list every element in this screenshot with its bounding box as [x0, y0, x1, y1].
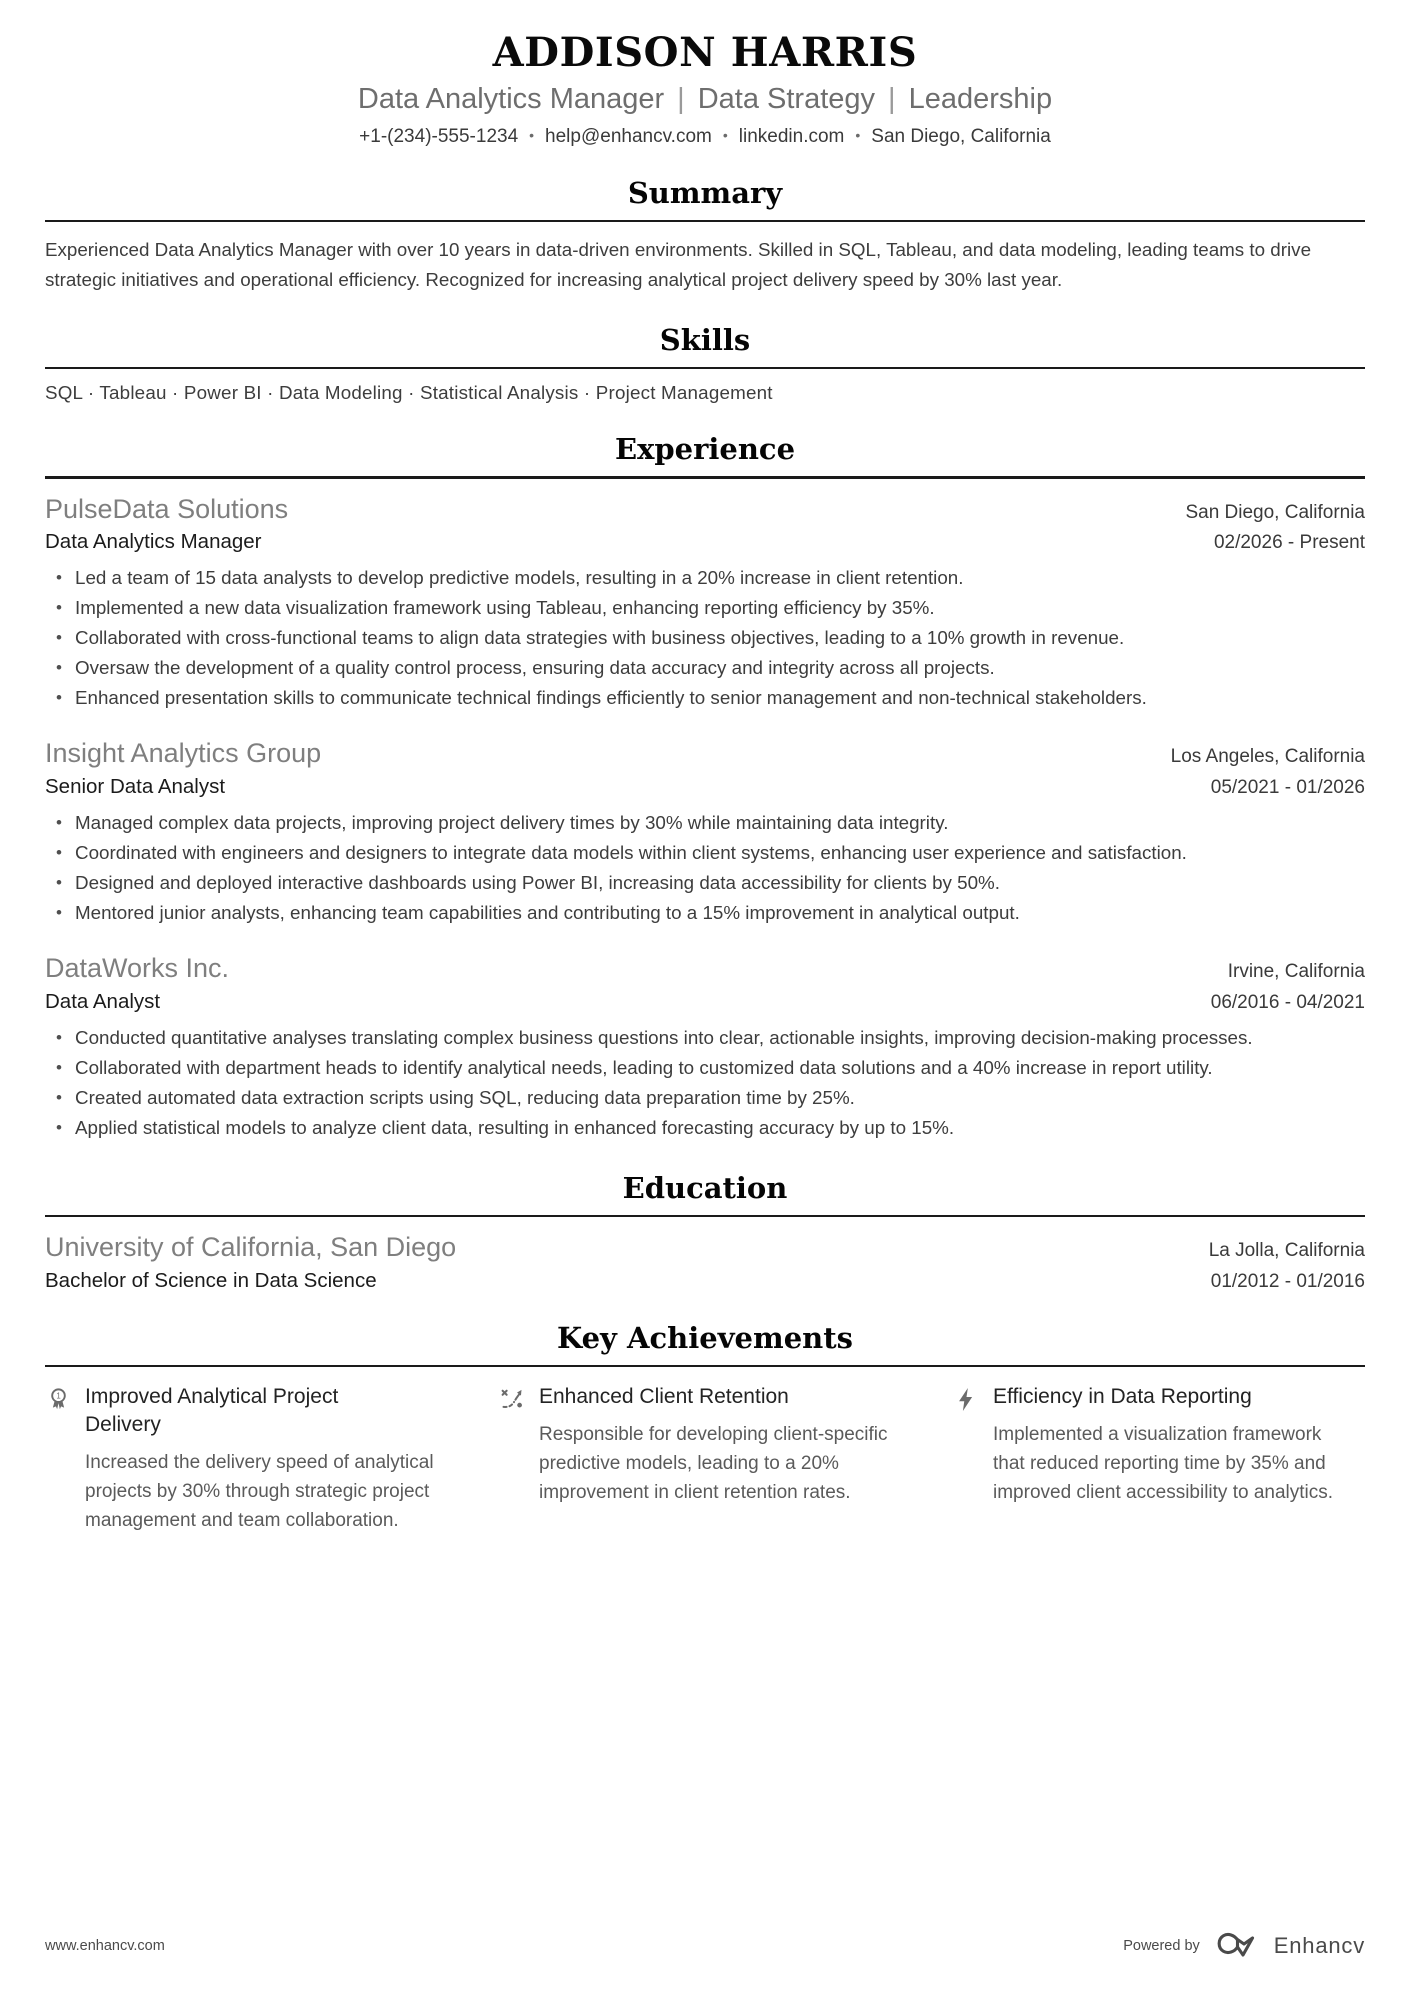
- strategy-arrow-icon: [499, 1383, 526, 1410]
- contact-location: San Diego, California: [871, 125, 1051, 147]
- school-name: University of California, San Diego: [45, 1232, 457, 1263]
- company-name: Insight Analytics Group: [45, 738, 322, 769]
- job-bullet: • Implemented a new data visualization framework using Tableau, enhancing reporting efficiency by 35%.: [75, 593, 1365, 623]
- achievement-card: [499, 1383, 911, 1535]
- job-bullet: • Enhanced presentation skills to communicate technical findings efficiently to senior management and non-technical stakeholders.: [75, 683, 1365, 713]
- job-dates: 05/2021 - 01/2026: [1210, 777, 1365, 799]
- job-entry: [45, 737, 1365, 928]
- company-name: PulseData Solutions: [45, 493, 289, 524]
- svg-text:1: 1: [56, 1391, 61, 1401]
- job-location: San Diego, California: [1185, 501, 1365, 523]
- achievements-section: [45, 1321, 1365, 1535]
- degree-name: Bachelor of Science in Data Science: [45, 1268, 377, 1292]
- skills-section: [45, 323, 1365, 404]
- powered-by-label: Powered by: [1123, 1938, 1200, 1954]
- school-location: La Jolla, California: [1208, 1240, 1365, 1262]
- job-bullet: • Managed complex data projects, improving project delivery times by 30% while maintaining data integrity.: [75, 808, 1365, 838]
- job-bullet-list: [45, 563, 1365, 713]
- summary-heading: Summary: [627, 175, 783, 210]
- powered-by-block: [1123, 1927, 1365, 1965]
- education-entry: [45, 1231, 1365, 1293]
- title-part-2: Data Strategy: [697, 83, 876, 115]
- title-divider: |: [888, 83, 896, 115]
- title-part-1: Data Analytics Manager: [357, 83, 665, 115]
- section-rule: [45, 1365, 1365, 1368]
- contact-email-link[interactable]: help@enhancv.com: [545, 125, 712, 147]
- education-dates: 01/2012 - 01/2016: [1210, 1270, 1365, 1292]
- company-name: DataWorks Inc.: [45, 953, 230, 984]
- enhancv-brand-name[interactable]: Enhancv: [1273, 1933, 1365, 1958]
- contact-phone: +1-(234)-555-1234: [359, 125, 519, 147]
- job-bullet: • Collaborated with department heads to identify analytical needs, leading to customized data solutions and a 40% increase in report utility.: [75, 1053, 1365, 1083]
- lightning-icon: [953, 1383, 980, 1410]
- achievement-text: Responsible for developing client-specific predictive models, leading to a 20% improvement in client retention rates.: [539, 1424, 888, 1504]
- achievement-card: [953, 1383, 1365, 1535]
- job-bullet: • Conducted quantitative analyses translating complex business questions into clear, actionable insights, improving decision-making processes.: [75, 1023, 1365, 1053]
- contact-separator-dot: •: [529, 126, 535, 143]
- title-part-3: Leadership: [908, 83, 1053, 115]
- achievement-title: Improved Analytical Project Delivery: [85, 1385, 339, 1437]
- contact-separator-dot: •: [855, 126, 861, 143]
- achievements-heading: Key Achievements: [557, 1320, 853, 1355]
- page-footer: [45, 1927, 1365, 1965]
- achievement-title: Enhanced Client Retention: [539, 1385, 789, 1409]
- enhancv-logo-icon[interactable]: [1211, 1927, 1263, 1965]
- job-bullet: • Designed and deployed interactive dashboards using Power BI, increasing data accessibility for clients by 50%.: [75, 868, 1365, 898]
- job-title: Senior Data Analyst: [45, 775, 226, 799]
- experience-heading: Experience: [614, 432, 796, 467]
- contact-separator-dot: •: [722, 126, 728, 143]
- title-divider: |: [677, 83, 685, 115]
- job-bullet-list: [45, 1023, 1365, 1143]
- footer-site-link[interactable]: www.enhancv.com: [45, 1938, 165, 1954]
- job-location: Los Angeles, California: [1170, 746, 1365, 768]
- education-heading: Education: [622, 1170, 788, 1205]
- job-bullet: • Led a team of 15 data analysts to develop predictive models, resulting in a 20% increase in client retention.: [75, 563, 1365, 593]
- skills-list: SQL · Tableau · Power BI · Data Modeling · Statistical Analysis · Project Management: [45, 382, 773, 404]
- achievement-content: [539, 1383, 891, 1535]
- resume-header: [45, 30, 1365, 148]
- summary-text: Experienced Data Analytics Manager with over 10 years in data-driven environments. Skilled in SQL, Tableau, and data modeling, leading teams to drive strategic initiatives and operational efficiency. Recognized for increasing analytical project delivery speed by 30% last year.: [45, 239, 1312, 291]
- achievement-content: [85, 1383, 437, 1535]
- section-rule: [45, 476, 1365, 479]
- contact-linkedin-link[interactable]: linkedin.com: [738, 125, 845, 147]
- education-section: [45, 1171, 1365, 1293]
- achievement-card: [45, 1383, 457, 1535]
- job-dates: 02/2026 - Present: [1213, 532, 1365, 554]
- job-title: Data Analyst: [45, 989, 161, 1013]
- job-bullet: • Oversaw the development of a quality control process, ensuring data accuracy and integrity across all projects.: [75, 653, 1365, 683]
- job-entry: [45, 493, 1365, 714]
- section-rule: [45, 220, 1365, 223]
- job-bullet-list: [45, 808, 1365, 928]
- achievement-title: Efficiency in Data Reporting: [993, 1385, 1252, 1409]
- summary-section: [45, 176, 1365, 295]
- candidate-title: [45, 82, 1365, 117]
- job-title: Data Analytics Manager: [45, 530, 262, 554]
- contact-line: [45, 126, 1365, 148]
- job-bullet: • Applied statistical models to analyze client data, resulting in enhanced forecasting accuracy by up to 15%.: [75, 1113, 1365, 1143]
- section-rule: [45, 1215, 1365, 1218]
- job-bullet: • Collaborated with cross-functional teams to align data strategies with business objectives, leading to a 10% growth in revenue.: [75, 623, 1365, 653]
- medal-icon: [45, 1383, 72, 1410]
- experience-section: [45, 432, 1365, 1143]
- candidate-name: ADDISON HARRIS: [492, 29, 918, 76]
- section-rule: [45, 367, 1365, 370]
- achievements-grid: [45, 1383, 1365, 1535]
- achievement-content: [993, 1383, 1345, 1535]
- achievement-text: Implemented a visualization framework that reduced reporting time by 35% and improved client accessibility to analytics.: [993, 1424, 1334, 1504]
- job-bullet: • Coordinated with engineers and designers to integrate data models within client systems, enhancing user experience and satisfaction.: [75, 838, 1365, 868]
- job-bullet: • Created automated data extraction scripts using SQL, reducing data preparation time by 25%.: [75, 1083, 1365, 1113]
- skills-heading: Skills: [659, 323, 751, 358]
- job-entry: [45, 952, 1365, 1143]
- job-dates: 06/2016 - 04/2021: [1210, 991, 1365, 1013]
- job-location: Irvine, California: [1227, 961, 1365, 983]
- job-bullet: • Mentored junior analysts, enhancing team capabilities and contributing to a 15% improvement in analytical output.: [75, 898, 1365, 928]
- achievement-text: Increased the delivery speed of analytical projects by 30% through strategic project management and team collaboration.: [85, 1452, 434, 1532]
